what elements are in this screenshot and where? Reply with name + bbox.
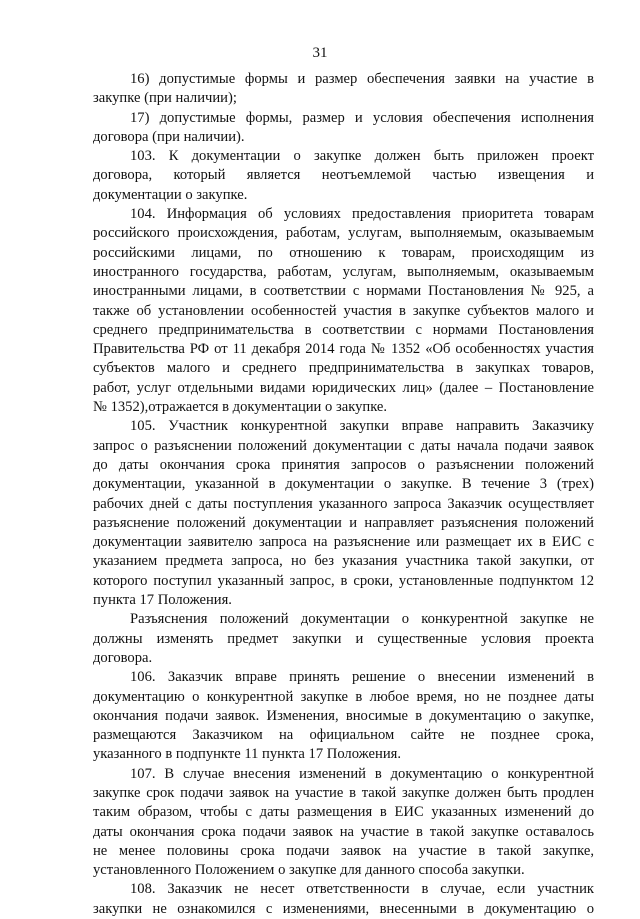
text-line: которого поступил указанный запрос, в сроки, установленные подпунктом 12 [93, 572, 594, 589]
text-line: также об установлении особенностей участия в закупке субъектов малого и [93, 302, 594, 319]
text-line: документации заявителю запроса на разъяснение или размещает их в ЕИС с [93, 534, 594, 551]
text-line: 108. Заказчик не несет ответственности в случае, если участник [130, 881, 594, 898]
text-line: закупки не ознакомился с изменениями, внесенными в документацию о [93, 900, 594, 917]
text-line: иностранного государства, работам, услугам, выполняемым, оказываемым [93, 263, 594, 280]
text-line: 107. В случае внесения изменений в документацию о конкурентной [130, 765, 594, 782]
text-line: закупке срок подачи заявок на участие в такой закупке должен быть продлен [93, 784, 594, 801]
text-line: запрос о разъяснении положений документации с даты начала подачи заявок [93, 437, 594, 454]
text-line: 106. Заказчик вправе принять решение о внесении изменений в [130, 669, 594, 686]
text-line: должны изменять предмет закупки и существенные условия проекта [93, 630, 594, 647]
text-line: таким образом, чтобы с даты размещения в ЕИС указанных изменений до [93, 804, 594, 821]
text-line: договора (при наличии). [93, 128, 245, 145]
text-line: 16) допустимые формы и размер обеспечения заявки на участие в [130, 71, 594, 87]
text-line: Разъяснения положений документации о конкурентной закупке не [130, 611, 594, 628]
text-line: указанием предмета запроса, но без указания участника такой закупки, от [93, 553, 594, 570]
text-line: размещаются Заказчиком на официальном сайте не позднее срока, [93, 727, 594, 744]
text-line: № 1352),отражается в документации о закупке. [93, 399, 388, 416]
text-line: Правительства РФ от 11 декабря 2014 года № 1352 «Об особенностях участия [93, 341, 594, 358]
text-line: документации, указанной в документации о закупке. В течение 3 (трех) [93, 476, 594, 493]
text-line: договора, который является неотъемлемой частью извещения и [93, 167, 594, 184]
text-line: указанного в подпункте 11 пункта 17 Положения. [93, 746, 401, 763]
text-line: установленного Положением о закупке для данного способа закупки. [93, 862, 525, 879]
text-line: рабочих дней с даты поступления указанного запроса Заказчик осуществляет [93, 495, 594, 512]
text-line: пункта 17 Положения. [93, 592, 232, 609]
text-line: 17) допустимые формы, размер и условия обеспечения исполнения [130, 109, 594, 126]
text-line: окончания подачи заявок. Изменения, вносимые в документацию о закупке, [93, 707, 594, 724]
text-line: разъяснение положений документации и направляет разъяснения положений [93, 514, 594, 531]
text-line: документации о закупке. [93, 186, 248, 203]
text-line: 105. Участник конкурентной закупки вправе направить Заказчику [130, 418, 594, 435]
text-line: российского происхождения, работам, услугам, выполняемым, оказываемым [93, 225, 594, 242]
text-line: российскими лицами, по отношению к товарам, происходящим из [93, 244, 594, 261]
text-line: 104. Информация об условиях предоставления приоритета товарам [130, 206, 594, 223]
text-line: среднего предпринимательства в соответствии с нормами Постановления [93, 321, 594, 338]
text-line: субъектов малого и среднего предпринимательства в закупках товаров, [93, 360, 594, 377]
text-line: договора. [93, 649, 153, 666]
text-line: закупке (при наличии); [93, 90, 237, 107]
text-line: документацию о конкурентной закупке в любое время, но не позднее даты [93, 688, 594, 705]
text-line: даты окончания срока подачи заявок на участие в такой закупке оставалось [93, 823, 594, 840]
page-number: 31 [312, 45, 328, 61]
text-line: до даты окончания срока принятия запросов о разъяснении положений [93, 456, 594, 473]
document-body [93, 70, 594, 919]
text-line: работ, услуг отдельными видами юридических лиц» (далее – Постановление [93, 379, 594, 396]
text-line: иностранными лицами, в соответствии с нормами Постановления № 925, а [93, 283, 594, 300]
text-line: не менее половины срока подачи заявок на участие в такой закупке, [93, 842, 594, 859]
text-line: 103. К документации о закупке должен быть приложен проект [130, 148, 594, 165]
